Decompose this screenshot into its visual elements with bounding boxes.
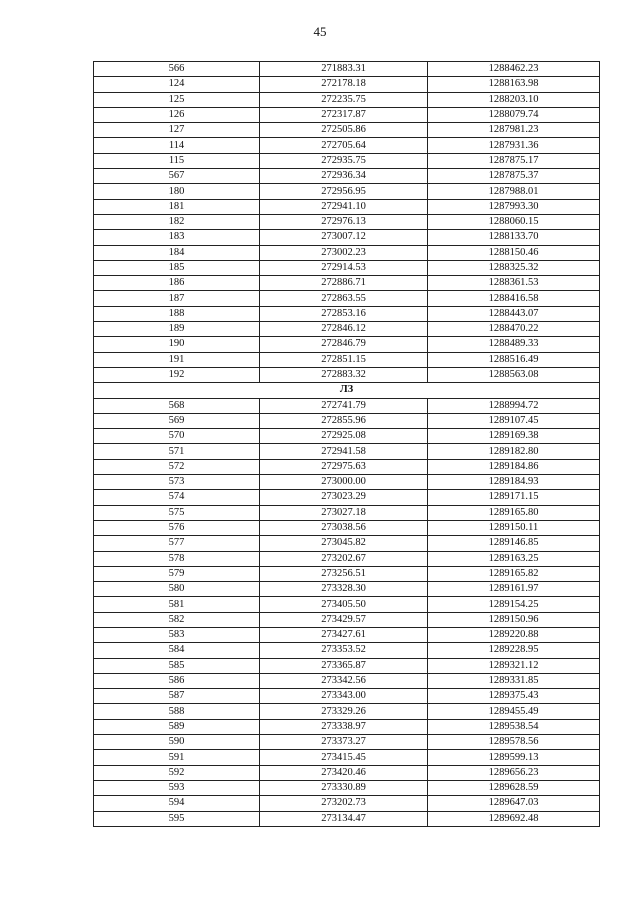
point-number-cell: 585 [94, 658, 260, 673]
table-row [94, 444, 600, 459]
point-number-cell: 576 [94, 520, 260, 535]
point-number-cell: 578 [94, 551, 260, 566]
point-number-cell: 191 [94, 352, 260, 367]
y-coordinate-cell: 1289455.49 [428, 704, 600, 719]
y-coordinate-cell: 1289150.96 [428, 612, 600, 627]
y-coordinate-cell: 1287981.23 [428, 123, 600, 138]
point-number-cell: 582 [94, 612, 260, 627]
y-coordinate-cell: 1287993.30 [428, 199, 600, 214]
x-coordinate-cell: 273427.61 [260, 627, 428, 642]
point-number-cell: 127 [94, 123, 260, 138]
point-number-cell: 586 [94, 673, 260, 688]
y-coordinate-cell: 1288516.49 [428, 352, 600, 367]
y-coordinate-cell: 1289375.43 [428, 689, 600, 704]
y-coordinate-cell: 1289184.93 [428, 475, 600, 490]
y-coordinate-cell: 1289171.15 [428, 490, 600, 505]
x-coordinate-cell: 272863.55 [260, 291, 428, 306]
y-coordinate-cell: 1288470.22 [428, 322, 600, 337]
table-row [94, 582, 600, 597]
x-coordinate-cell: 272235.75 [260, 92, 428, 107]
point-number-cell: 574 [94, 490, 260, 505]
point-number-cell: 568 [94, 398, 260, 413]
table-row [94, 92, 600, 107]
y-coordinate-cell: 1289161.97 [428, 582, 600, 597]
y-coordinate-cell: 1289146.85 [428, 536, 600, 551]
y-coordinate-cell: 1288163.98 [428, 77, 600, 92]
table-body-after [94, 398, 600, 826]
x-coordinate-cell: 273353.52 [260, 643, 428, 658]
point-number-cell: 566 [94, 62, 260, 77]
point-number-cell: 589 [94, 719, 260, 734]
x-coordinate-cell: 273338.97 [260, 719, 428, 734]
x-coordinate-cell: 272975.63 [260, 459, 428, 474]
x-coordinate-cell: 273420.46 [260, 765, 428, 780]
y-coordinate-cell: 1289165.82 [428, 566, 600, 581]
point-number-cell: 570 [94, 429, 260, 444]
x-coordinate-cell: 272317.87 [260, 107, 428, 122]
x-coordinate-cell: 272846.12 [260, 322, 428, 337]
point-number-cell: 181 [94, 199, 260, 214]
table-row [94, 643, 600, 658]
table-row [94, 276, 600, 291]
x-coordinate-cell: 273415.45 [260, 750, 428, 765]
y-coordinate-cell: 1289169.38 [428, 429, 600, 444]
x-coordinate-cell: 272178.18 [260, 77, 428, 92]
table-row [94, 77, 600, 92]
table-row [94, 673, 600, 688]
table-row [94, 597, 600, 612]
x-coordinate-cell: 272941.58 [260, 444, 428, 459]
y-coordinate-cell: 1288994.72 [428, 398, 600, 413]
x-coordinate-cell: 272886.71 [260, 276, 428, 291]
point-number-cell: 579 [94, 566, 260, 581]
table-row [94, 750, 600, 765]
point-number-cell: 595 [94, 811, 260, 826]
point-number-cell: 114 [94, 138, 260, 153]
y-coordinate-cell: 1289184.86 [428, 459, 600, 474]
x-coordinate-cell: 273365.87 [260, 658, 428, 673]
y-coordinate-cell: 1288325.32 [428, 260, 600, 275]
point-number-cell: 591 [94, 750, 260, 765]
table-row [94, 398, 600, 413]
x-coordinate-cell: 272956.95 [260, 184, 428, 199]
point-number-cell: 126 [94, 107, 260, 122]
point-number-cell: 189 [94, 322, 260, 337]
x-coordinate-cell: 273007.12 [260, 230, 428, 245]
x-coordinate-cell: 272705.64 [260, 138, 428, 153]
x-coordinate-cell: 273328.30 [260, 582, 428, 597]
y-coordinate-cell: 1289599.13 [428, 750, 600, 765]
point-number-cell: 577 [94, 536, 260, 551]
point-number-cell: 580 [94, 582, 260, 597]
table-row [94, 704, 600, 719]
table-row [94, 475, 600, 490]
point-number-cell: 186 [94, 276, 260, 291]
table-row [94, 429, 600, 444]
y-coordinate-cell: 1288133.70 [428, 230, 600, 245]
table-row [94, 520, 600, 535]
table-row [94, 719, 600, 734]
y-coordinate-cell: 1289165.80 [428, 505, 600, 520]
point-number-cell: 573 [94, 475, 260, 490]
x-coordinate-cell: 272853.16 [260, 306, 428, 321]
y-coordinate-cell: 1287875.17 [428, 153, 600, 168]
y-coordinate-cell: 1289107.45 [428, 413, 600, 428]
y-coordinate-cell: 1288563.08 [428, 367, 600, 382]
point-number-cell: 569 [94, 413, 260, 428]
point-number-cell: 125 [94, 92, 260, 107]
y-coordinate-cell: 1289150.11 [428, 520, 600, 535]
x-coordinate-cell: 273373.27 [260, 735, 428, 750]
x-coordinate-cell: 272883.32 [260, 367, 428, 382]
table-row [94, 107, 600, 122]
point-number-cell: 567 [94, 169, 260, 184]
y-coordinate-cell: 1289154.25 [428, 597, 600, 612]
table-row [94, 322, 600, 337]
point-number-cell: 183 [94, 230, 260, 245]
table-row [94, 566, 600, 581]
table-row [94, 245, 600, 260]
y-coordinate-cell: 1289628.59 [428, 780, 600, 795]
y-coordinate-cell: 1289692.48 [428, 811, 600, 826]
point-number-cell: 581 [94, 597, 260, 612]
table-row [94, 459, 600, 474]
table-row [94, 413, 600, 428]
table-row [94, 337, 600, 352]
point-number-cell: 572 [94, 459, 260, 474]
y-coordinate-cell: 1288079.74 [428, 107, 600, 122]
point-number-cell: 575 [94, 505, 260, 520]
y-coordinate-cell: 1287988.01 [428, 184, 600, 199]
point-number-cell: 590 [94, 735, 260, 750]
point-number-cell: 188 [94, 306, 260, 321]
table-row [94, 796, 600, 811]
table-body-before [94, 62, 600, 383]
y-coordinate-cell: 1288416.58 [428, 291, 600, 306]
table-row [94, 780, 600, 795]
x-coordinate-cell: 273343.00 [260, 689, 428, 704]
y-coordinate-cell: 1289228.95 [428, 643, 600, 658]
table-row [94, 811, 600, 826]
y-coordinate-cell: 1289538.54 [428, 719, 600, 734]
table-row [94, 536, 600, 551]
x-coordinate-cell: 273038.56 [260, 520, 428, 535]
table-row [94, 169, 600, 184]
table-row [94, 153, 600, 168]
table-row [94, 765, 600, 780]
x-coordinate-cell: 272505.86 [260, 123, 428, 138]
point-number-cell: 115 [94, 153, 260, 168]
x-coordinate-cell: 272935.75 [260, 153, 428, 168]
y-coordinate-cell: 1289163.25 [428, 551, 600, 566]
x-coordinate-cell: 272925.08 [260, 429, 428, 444]
x-coordinate-cell: 272941.10 [260, 199, 428, 214]
x-coordinate-cell: 273000.00 [260, 475, 428, 490]
x-coordinate-cell: 273023.29 [260, 490, 428, 505]
x-coordinate-cell: 273045.82 [260, 536, 428, 551]
y-coordinate-cell: 1288150.46 [428, 245, 600, 260]
x-coordinate-cell: 273329.26 [260, 704, 428, 719]
page-number: 45 [313, 24, 327, 39]
x-coordinate-cell: 272855.96 [260, 413, 428, 428]
point-number-cell: 182 [94, 214, 260, 229]
x-coordinate-cell: 272851.15 [260, 352, 428, 367]
table-row [94, 184, 600, 199]
point-number-cell: 587 [94, 689, 260, 704]
point-number-cell: 583 [94, 627, 260, 642]
table-row [94, 214, 600, 229]
point-number-cell: 180 [94, 184, 260, 199]
table-row [94, 123, 600, 138]
point-number-cell: 593 [94, 780, 260, 795]
table-row [94, 505, 600, 520]
x-coordinate-cell: 273342.56 [260, 673, 428, 688]
coordinates-table [93, 61, 600, 827]
x-coordinate-cell: 273134.47 [260, 811, 428, 826]
point-number-cell: 185 [94, 260, 260, 275]
table-row [94, 291, 600, 306]
y-coordinate-cell: 1287931.36 [428, 138, 600, 153]
section-row-group [94, 383, 600, 398]
x-coordinate-cell: 273330.89 [260, 780, 428, 795]
point-number-cell: 592 [94, 765, 260, 780]
x-coordinate-cell: 272936.34 [260, 169, 428, 184]
point-number-cell: 588 [94, 704, 260, 719]
x-coordinate-cell: 271883.31 [260, 62, 428, 77]
point-number-cell: 594 [94, 796, 260, 811]
point-number-cell: 192 [94, 367, 260, 382]
table-row [94, 658, 600, 673]
table-row [94, 689, 600, 704]
point-number-cell: 184 [94, 245, 260, 260]
x-coordinate-cell: 272914.53 [260, 260, 428, 275]
x-coordinate-cell: 273405.50 [260, 597, 428, 612]
y-coordinate-cell: 1288489.33 [428, 337, 600, 352]
y-coordinate-cell: 1288462.23 [428, 62, 600, 77]
y-coordinate-cell: 1287875.37 [428, 169, 600, 184]
point-number-cell: 584 [94, 643, 260, 658]
y-coordinate-cell: 1289182.80 [428, 444, 600, 459]
table-row [94, 551, 600, 566]
x-coordinate-cell: 273429.57 [260, 612, 428, 627]
y-coordinate-cell: 1289578.56 [428, 735, 600, 750]
y-coordinate-cell: 1289656.23 [428, 765, 600, 780]
y-coordinate-cell: 1288361.53 [428, 276, 600, 291]
table-row [94, 62, 600, 77]
point-number-cell: 124 [94, 77, 260, 92]
x-coordinate-cell: 273002.23 [260, 245, 428, 260]
table-row [94, 199, 600, 214]
y-coordinate-cell: 1288060.15 [428, 214, 600, 229]
x-coordinate-cell: 272741.79 [260, 398, 428, 413]
y-coordinate-cell: 1289647.03 [428, 796, 600, 811]
y-coordinate-cell: 1289321.12 [428, 658, 600, 673]
table-row [94, 612, 600, 627]
table-row [94, 260, 600, 275]
table-row [94, 735, 600, 750]
x-coordinate-cell: 273256.51 [260, 566, 428, 581]
x-coordinate-cell: 272976.13 [260, 214, 428, 229]
y-coordinate-cell: 1289331.85 [428, 673, 600, 688]
x-coordinate-cell: 273027.18 [260, 505, 428, 520]
point-number-cell: 571 [94, 444, 260, 459]
section-heading: ЛЗ [94, 383, 600, 398]
x-coordinate-cell: 273202.73 [260, 796, 428, 811]
table-row [94, 230, 600, 245]
y-coordinate-cell: 1288203.10 [428, 92, 600, 107]
table-row [94, 367, 600, 382]
table-row [94, 306, 600, 321]
point-number-cell: 190 [94, 337, 260, 352]
x-coordinate-cell: 273202.67 [260, 551, 428, 566]
y-coordinate-cell: 1289220.88 [428, 627, 600, 642]
table-row [94, 352, 600, 367]
table-row [94, 138, 600, 153]
y-coordinate-cell: 1288443.07 [428, 306, 600, 321]
x-coordinate-cell: 272846.79 [260, 337, 428, 352]
point-number-cell: 187 [94, 291, 260, 306]
section-row [94, 383, 600, 398]
table-row [94, 627, 600, 642]
table-row [94, 490, 600, 505]
